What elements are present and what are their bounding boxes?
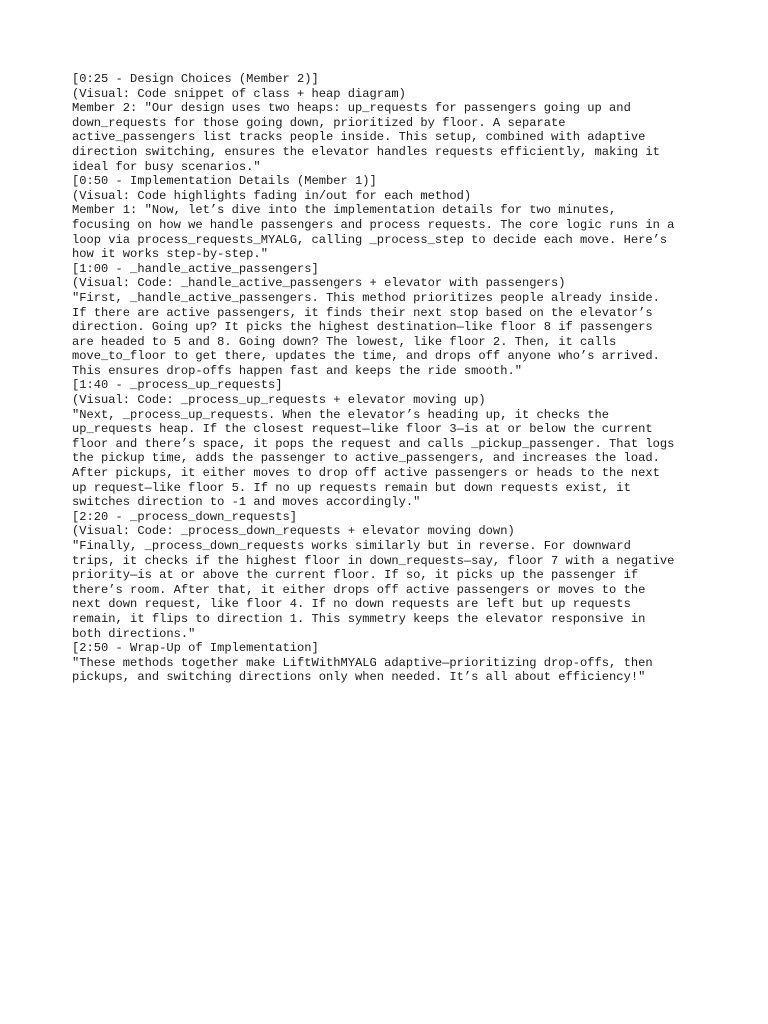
text-line: switches direction to -1 and moves accordingly." xyxy=(72,495,421,510)
text-line: pickups, and switching directions only when needed. It’s all about efficiency!" xyxy=(72,670,646,685)
text-line: [1:00 - _handle_active_passengers] xyxy=(72,261,319,276)
text-line: focusing on how we handle passengers and process requests. The core logic runs in a xyxy=(72,217,675,232)
text-line: up request—like floor 5. If no up requests remain but down requests exist, it xyxy=(72,480,631,495)
text-line: If there are active passengers, it finds their next stop based on the elevator’s xyxy=(72,305,653,320)
text-line: [2:20 - _process_down_requests] xyxy=(72,509,297,524)
text-line: "Next, _process_up_requests. When the elevator’s heading up, it checks the xyxy=(72,407,610,422)
text-line: next down request, like floor 4. If no down requests are left but up requests xyxy=(72,597,631,612)
text-line: priority—is at or above the current floor. If so, it picks up the passenger if xyxy=(72,568,639,583)
text-line: (Visual: Code: _handle_active_passengers + elevator with passengers) xyxy=(72,276,566,291)
text-line: both directions." xyxy=(72,626,196,641)
text-line: there’s room. After that, it either drops off active passengers or moves to the xyxy=(72,582,646,597)
text-line: the pickup time, adds the passenger to active_passengers, and increases the load. xyxy=(72,451,660,466)
text-line: [0:25 - Design Choices (Member 2)] xyxy=(72,72,319,86)
text-line: Member 1: "Now, let’s dive into the implementation details for two minutes, xyxy=(72,203,617,218)
text-line: "Finally, _process_down_requests works similarly but in reverse. For downward xyxy=(72,539,631,553)
text-line: "These methods together make LiftWithMYALG adaptive—prioritizing drop-offs, then xyxy=(72,655,653,670)
document-page xyxy=(72,72,712,685)
text-line: move_to_floor to get there, updates the time, and drops off anyone who’s arrived. xyxy=(72,349,660,364)
text-line: are headed to 5 and 8. Going down? The lowest, like floor 2. Then, it calls xyxy=(72,334,617,349)
text-line: (Visual: Code snippet of class + heap diagram) xyxy=(72,86,406,101)
text-line: loop via process_requests_MYALG, calling _process_step to decide each move. Here’s xyxy=(72,232,668,247)
text-line: (Visual: Code: _process_down_requests + elevator moving down) xyxy=(72,524,515,539)
text-line: ideal for busy scenarios." xyxy=(72,159,261,174)
text-line: [1:40 - _process_up_requests] xyxy=(72,378,283,393)
text-line: "First, _handle_active_passengers. This method prioritizes people already inside. xyxy=(72,290,660,305)
text-line: This ensures drop-offs happen fast and keeps the ride smooth." xyxy=(72,363,522,378)
text-line: down_requests for those going down, prioritized by floor. A separate xyxy=(72,115,566,130)
document-body xyxy=(72,72,712,685)
text-line: floor and there’s space, it pops the request and calls _pickup_passenger. That logs xyxy=(72,436,675,451)
text-line: (Visual: Code: _process_up_requests + elevator moving up) xyxy=(72,393,486,408)
text-line: direction. Going up? It picks the highest destination—like floor 8 if passengers xyxy=(72,320,653,335)
text-line: up_requests heap. If the closest request—like floor 3—is at or below the current xyxy=(72,422,653,437)
text-line: how it works step-by-step." xyxy=(72,247,268,262)
text-line: [0:50 - Implementation Details (Member 1)] xyxy=(72,174,377,189)
text-line: active_passengers list tracks people inside. This setup, combined with adaptive xyxy=(72,130,646,145)
text-line: [2:50 - Wrap-Up of Implementation] xyxy=(72,641,319,656)
text-line: trips, it checks if the highest floor in down_requests—say, floor 7 with a negative xyxy=(72,553,675,568)
text-line: After pickups, it either moves to drop off active passengers or heads to the next xyxy=(72,466,660,481)
text-line: Member 2: "Our design uses two heaps: up_requests for passengers going up and xyxy=(72,101,631,116)
text-line: (Visual: Code highlights fading in/out for each method) xyxy=(72,188,472,203)
text-line: remain, it flips to direction 1. This symmetry keeps the elevator responsive in xyxy=(72,611,646,626)
text-line: direction switching, ensures the elevator handles requests efficiently, making it xyxy=(72,144,660,159)
